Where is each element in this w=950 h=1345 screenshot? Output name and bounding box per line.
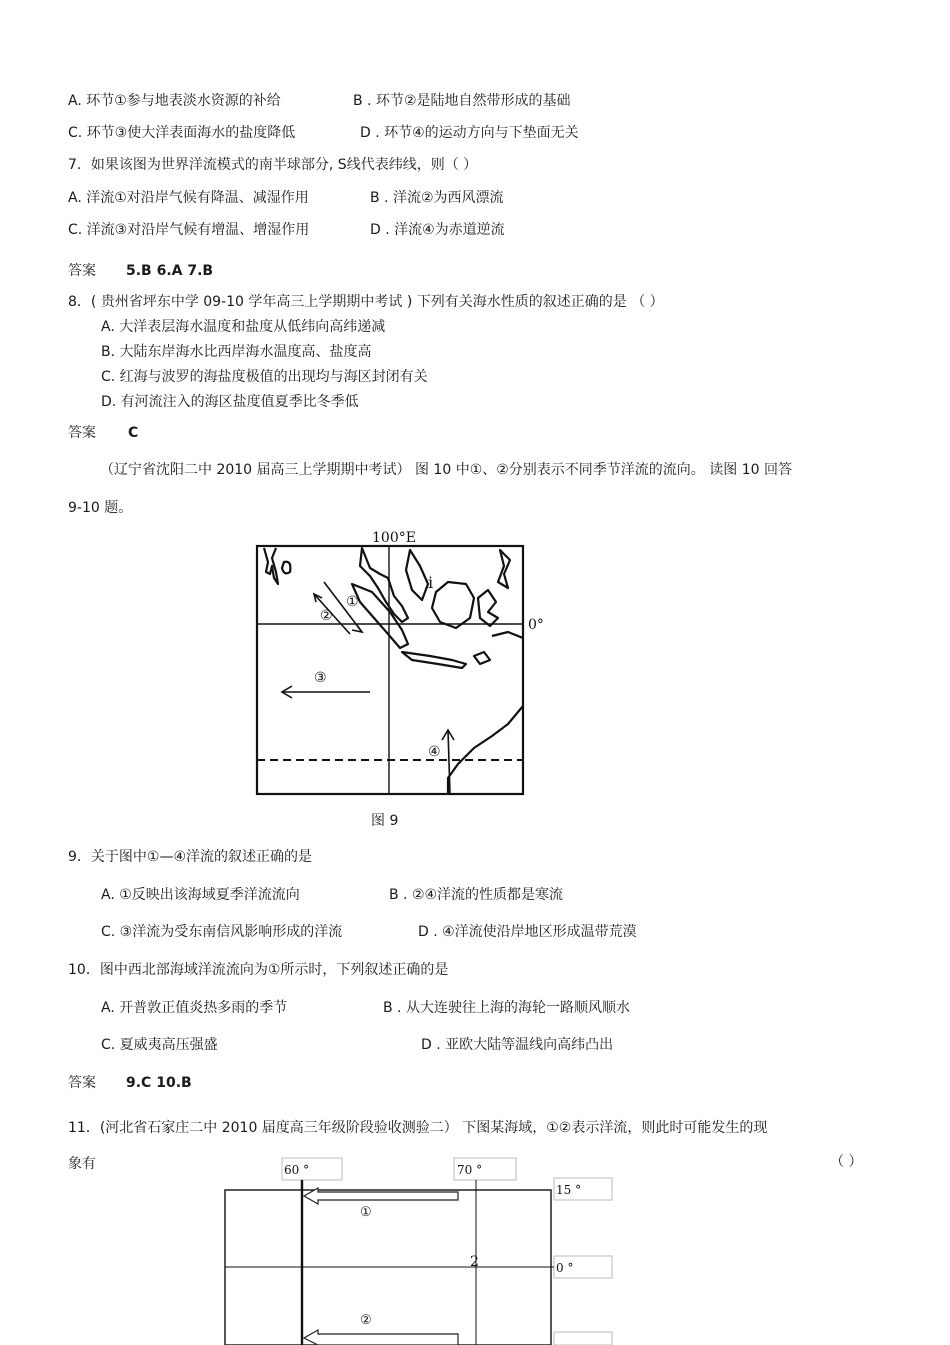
intro-9-10-line2: 9-10 题。 [68, 500, 133, 516]
q10-stem: 10．图中西北部海域洋流流向为①所示时，下列叙述正确的是 [68, 962, 449, 978]
q9-option-d: D . ④洋流使沿岸地区形成温带荒漠 [418, 924, 637, 940]
q6-option-c: C. 环节③使大洋表面海水的盐度降低 [68, 125, 296, 141]
q7-option-b: B . 洋流②为西风漂流 [370, 190, 504, 206]
label-lon-70: 70 ° [457, 1163, 483, 1177]
current-2-arrow [304, 1330, 458, 1345]
current-2-label: ② [360, 1313, 372, 1328]
q11-answer-paren: （ ） [830, 1154, 863, 1170]
q10-option-b: B . 从大连驶往上海的海轮一路顺风顺水 [383, 1000, 630, 1016]
java [402, 652, 466, 668]
q8-stem: 8．( 贵州省坪东中学 09-10 学年高三上学期期中考试 ) 下列有关海水性质的叙述正确的是 （ ） [68, 294, 664, 310]
indochina [406, 550, 428, 600]
philippines [498, 550, 510, 588]
label-lat-15: 15 ° [556, 1183, 582, 1197]
q8-option-d: D. 有河流注入的海区盐度值夏季比冬季低 [101, 394, 359, 410]
marker-2: ② [320, 608, 333, 624]
borneo [432, 582, 474, 628]
q8-option-b: B. 大陆东岸海水比西岸海水温度高、盐度高 [101, 344, 372, 360]
sri-lanka [282, 562, 290, 574]
marker-4: ④ [428, 744, 441, 760]
current-arrows [282, 582, 454, 794]
q7-stem: 7．如果该图为世界洋流模式的南半球部分, S线代表纬线，则（ ） [68, 157, 478, 173]
timor [474, 652, 490, 664]
new-guinea [492, 632, 523, 638]
sea-area-diagram [220, 1156, 620, 1345]
answer-label-1: 答案 [68, 263, 96, 279]
q8-option-c: C. 红海与波罗的海盐度极值的出现均与海区封闭有关 [101, 369, 428, 385]
q8-option-a: A. 大洋表层海水温度和盐度从低纬向高纬递减 [101, 319, 386, 335]
island-mark: i [428, 573, 434, 592]
q6-option-a: A. 环节①参与地表淡水资源的补给 [68, 93, 281, 109]
label-lat-0: 0 ° [556, 1261, 574, 1275]
marker-3: ③ [314, 670, 327, 686]
current-1-label: ① [360, 1205, 372, 1220]
q7-option-d: D . 洋流④为赤道逆流 [370, 222, 505, 238]
page-number: 2 [470, 1254, 479, 1270]
q10-option-a: A. 开普敦正值炎热多雨的季节 [101, 1000, 288, 1016]
q7-option-c: C. 洋流③对沿岸气候有增温、增湿作用 [68, 222, 310, 238]
answer-label-3: 答案 [68, 1075, 96, 1091]
answer-label-2: 答案 [68, 425, 96, 441]
label-equator: 0° [528, 617, 544, 633]
q6-option-d: D . 环节④的运动方向与下垫面无关 [360, 125, 579, 141]
answer-value-3: 9.C 10.B [126, 1075, 192, 1091]
intro-9-10-line1: （辽宁省沈阳二中 2010 届高三上学期期中考试） 图 10 中①、②分别表示不同季节洋流的流向。 读图 10 回答 [100, 462, 792, 478]
india-coast [264, 548, 278, 584]
lat3-box [554, 1332, 612, 1345]
q9-stem: 9．关于图中①—④洋流的叙述正确的是 [68, 849, 313, 865]
q7-option-a: A. 洋流①对沿岸气候有降温、减湿作用 [68, 190, 309, 206]
q11-stem: 11．(河北省石家庄二中 2010 届度高三年级阶段验收测验二） 下图某海域，①②表示洋流，则此时可能发生的现 [68, 1120, 768, 1136]
current-1-arrowhead [352, 624, 362, 632]
q10-option-d: D . 亚欧大陆等温线向高纬凸出 [421, 1037, 614, 1053]
label-lon-60: 60 ° [284, 1163, 310, 1177]
q6-option-b: B . 环节②是陆地自然带形成的基础 [353, 93, 571, 109]
q9-option-c: C. ③洋流为受东南信风影响形成的洋流 [101, 924, 343, 940]
label-100e: 100°E [372, 530, 416, 546]
q10-option-c: C. 夏威夷高压强盛 [101, 1037, 218, 1053]
figure-caption: 图 9 [371, 813, 399, 829]
ocean-current-map [252, 526, 552, 798]
australia-west-coast [448, 706, 523, 794]
marker-1: ① [346, 594, 359, 610]
answer-value-2: C [128, 425, 139, 441]
q11-stem-cont: 象有 [68, 1156, 96, 1172]
coastlines [264, 548, 523, 794]
sulawesi [478, 590, 498, 626]
answer-value-1: 5.B 6.A 7.B [126, 263, 214, 279]
q9-option-a: A. ①反映出该海域夏季洋流流向 [101, 887, 300, 903]
q9-option-b: B . ②④洋流的性质都是寒流 [389, 887, 564, 903]
